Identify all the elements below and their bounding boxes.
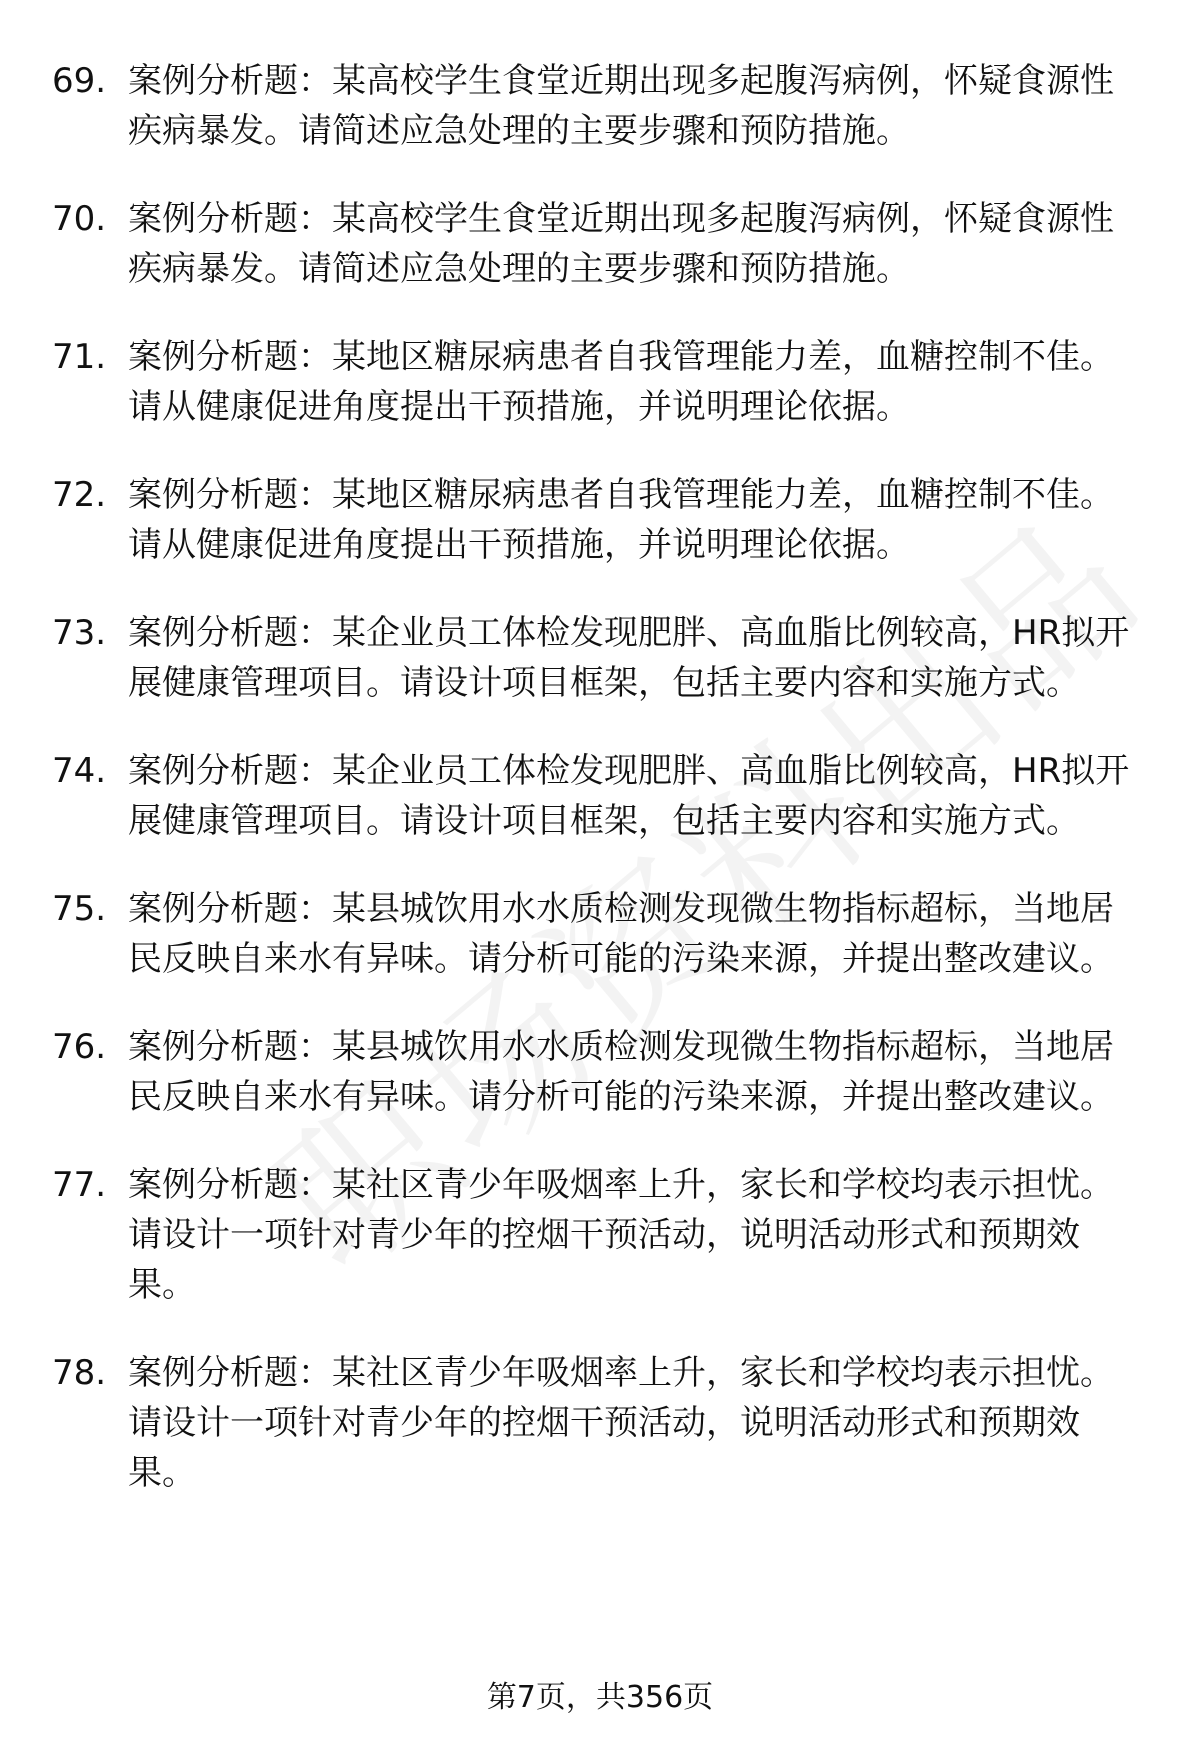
question-item — [52, 194, 1152, 294]
question-number: 71. — [52, 337, 107, 377]
question-number: 70. — [52, 199, 107, 239]
question-text: 案例分析题：某地区糖尿病患者自我管理能力差，血糖控制不佳。请从健康促进角度提出干预措施，并说明理论依据。 — [128, 475, 1114, 565]
question-number: 72. — [52, 475, 107, 515]
question-text: 案例分析题：某企业员工体检发现肥胖、高血脂比例较高，HR拟开展健康管理项目。请设计项目框架，包括主要内容和实施方式。 — [128, 613, 1130, 703]
question-number: 69. — [52, 61, 107, 101]
question-item — [52, 56, 1152, 156]
question-number: 75. — [52, 889, 107, 929]
question-text: 案例分析题：某高校学生食堂近期出现多起腹泻病例，怀疑食源性疾病暴发。请简述应急处理的主要步骤和预防措施。 — [128, 61, 1114, 151]
question-item — [52, 746, 1152, 846]
question-text: 案例分析题：某社区青少年吸烟率上升，家长和学校均表示担忧。请设计一项针对青少年的控烟干预活动，说明活动形式和预期效果。 — [128, 1353, 1114, 1493]
question-text: 案例分析题：某社区青少年吸烟率上升，家长和学校均表示担忧。请设计一项针对青少年的控烟干预活动，说明活动形式和预期效果。 — [128, 1165, 1114, 1305]
question-number: 78. — [52, 1353, 107, 1393]
question-item — [52, 1022, 1152, 1122]
question-text: 案例分析题：某县城饮用水水质检测发现微生物指标超标，当地居民反映自来水有异味。请分析可能的污染来源，并提出整改建议。 — [128, 1027, 1114, 1117]
question-item — [52, 1348, 1152, 1498]
question-text: 案例分析题：某地区糖尿病患者自我管理能力差，血糖控制不佳。请从健康促进角度提出干预措施，并说明理论依据。 — [128, 337, 1114, 427]
question-item — [52, 1160, 1152, 1310]
question-number: 76. — [52, 1027, 107, 1067]
question-number: 74. — [52, 751, 107, 791]
page-footer: 第7页，共356页 — [486, 1680, 714, 1715]
question-number: 73. — [52, 613, 107, 653]
question-item — [52, 884, 1152, 984]
question-number: 77. — [52, 1165, 107, 1205]
question-item — [52, 608, 1152, 708]
question-text: 案例分析题：某县城饮用水水质检测发现微生物指标超标，当地居民反映自来水有异味。请分析可能的污染来源，并提出整改建议。 — [128, 889, 1114, 979]
question-item — [52, 470, 1152, 570]
question-text: 案例分析题：某高校学生食堂近期出现多起腹泻病例，怀疑食源性疾病暴发。请简述应急处理的主要步骤和预防措施。 — [128, 199, 1114, 289]
question-text: 案例分析题：某企业员工体检发现肥胖、高血脂比例较高，HR拟开展健康管理项目。请设计项目框架，包括主要内容和实施方式。 — [128, 751, 1130, 841]
question-item — [52, 332, 1152, 432]
question-list — [52, 56, 1152, 1536]
